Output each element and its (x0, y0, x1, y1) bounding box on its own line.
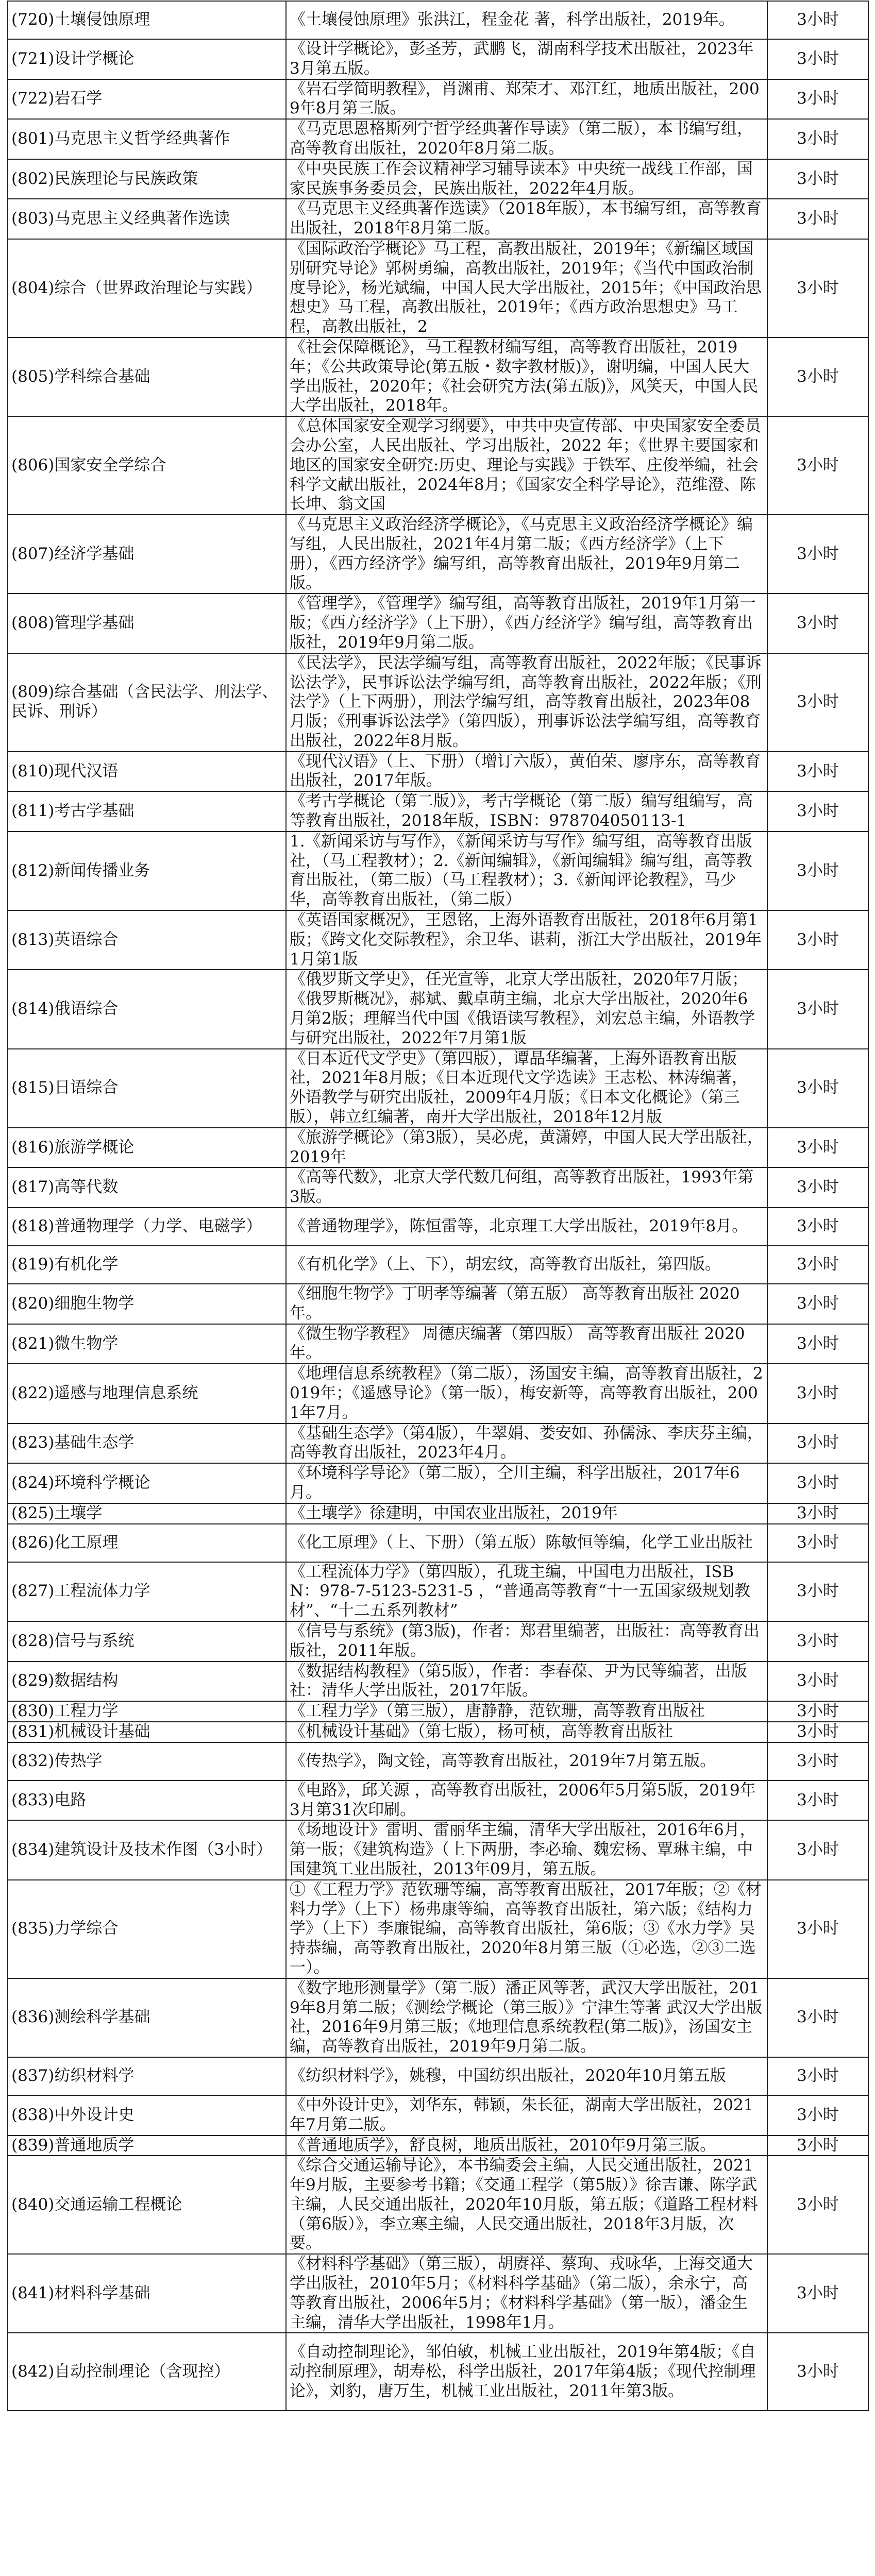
duration-cell: 3小时 (767, 1463, 868, 1503)
duration-cell: 3小时 (767, 1781, 868, 1821)
table-row (8, 1742, 868, 1781)
reference-books-cell: 《综合交通运输导论》，本书编委会主编，人民交通出版社，2021年9月版，主要参考书籍；《交通工程学（第5版）》徐吉谦、陈学武主编，人民交通出版社，2020年10月版，第五版；《道路工程材料（第6版）》，李立寒主编，人民交通出版社，2018年3月版，次要。 (286, 2156, 767, 2254)
table-row (8, 1423, 868, 1464)
reference-books-cell: 《电路》，邱关源 ，高等教育出版社，2006年5月第5版，2019年3月第31次印刷。 (286, 1781, 767, 1821)
subject-cell: (837)纺织材料学 (8, 2057, 286, 2095)
table-row (8, 159, 868, 199)
table-row (8, 1978, 868, 2057)
table-row (8, 1524, 868, 1562)
duration-cell: 3小时 (767, 79, 868, 120)
reference-books-cell: 《马克思恩格斯列宁哲学经典著作导读》（第二版），本书编写组，高等教育出版社，2020年8月第二版。 (286, 119, 767, 159)
subject-cell: (824)环境科学概论 (8, 1463, 286, 1503)
duration-cell: 3小时 (767, 1208, 868, 1246)
table-row (8, 970, 868, 1048)
table-row (8, 1284, 868, 1324)
subject-cell: (840)交通运输工程概论 (8, 2156, 286, 2254)
duration-cell: 3小时 (767, 2136, 868, 2156)
table-row (8, 239, 868, 337)
subject-cell: (805)学科综合基础 (8, 337, 286, 416)
reference-books-cell: 《考古学概论（第二版）》，考古学概论（第二版）编写组编写，高等教育出版社，2018年版，ISBN：978704050113-1 (286, 791, 767, 832)
table-row (8, 2254, 868, 2333)
reference-books-cell: 《纺织材料学》，姚穆，中国纺织出版社，2020年10月第五版 (286, 2057, 767, 2095)
reference-books-cell: 《微生物学教程》 周德庆编著（第四版） 高等教育出版社 2020年。 (286, 1324, 767, 1364)
duration-cell: 3小时 (767, 1742, 868, 1781)
duration-cell: 3小时 (767, 970, 868, 1048)
reference-books-cell: 《信号与系统》(第3版)，作者：郑君里编著，出版社：高等教育出版社，2011年版。 (286, 1621, 767, 1662)
reference-books-cell: 《材料科学基础》（第三版），胡赓祥、蔡珣、戎咏华，上海交通大学出版社，2010年5月；《材料科学基础》（第二版），余永宁，高等教育出版社，2006年5月；《材料科学基础》（第一版），潘金生主编，清华大学出版社，1998年1月。 (286, 2254, 767, 2333)
subject-cell: (720)土壤侵蚀原理 (8, 1, 286, 39)
reference-books-cell: 《社会保障概论》，马工程教材编写组，高等教育出版社，2019年；《公共政策导论(第五版・数字教材版)》，谢明编，中国人民大学出版社，2020年；《社会研究方法(第五版)》，风笑天，中国人民大学出版社，2018年。 (286, 337, 767, 416)
duration-cell: 3小时 (767, 2095, 868, 2136)
subject-cell: (838)中外设计史 (8, 2095, 286, 2136)
duration-cell: 3小时 (767, 239, 868, 337)
duration-cell: 3小时 (767, 832, 868, 910)
table-row (8, 791, 868, 832)
table-row (8, 1503, 868, 1524)
subject-cell: (821)微生物学 (8, 1324, 286, 1364)
reference-books-cell: 《自动控制理论》，邹伯敏，机械工业出版社，2019年第4版；《自动控制原理》，胡寿松，科学出版社，2017年第4版；《现代控制理论》，刘豹，唐万生，机械工业出版社，2011年第3版。 (286, 2333, 767, 2411)
subject-cell: (721)设计学概论 (8, 39, 286, 79)
duration-cell: 3小时 (767, 594, 868, 653)
duration-cell: 3小时 (767, 1, 868, 39)
subject-cell: (834)建筑设计及技术作图（3小时） (8, 1820, 286, 1879)
reference-books-cell: 《有机化学》（上、下），胡宏纹，高等教育出版社，第四版。 (286, 1246, 767, 1284)
reference-books-cell: 《岩石学简明教程》，肖渊甫、郑荣才、邓江红，地质出版社，2009年8月第三版。 (286, 79, 767, 120)
subject-cell: (820)细胞生物学 (8, 1284, 286, 1324)
duration-cell: 3小时 (767, 1722, 868, 1742)
table-row (8, 1781, 868, 1821)
reference-books-cell: 《环境科学导论》（第二版），仝川主编，科学出版社，2017年6月。 (286, 1463, 767, 1503)
reference-books-cell: 《普通地质学》，舒良树，地质出版社，2010年9月第三版。 (286, 2136, 767, 2156)
table-row (8, 2156, 868, 2254)
duration-cell: 3小时 (767, 159, 868, 199)
duration-cell: 3小时 (767, 1820, 868, 1879)
table-row (8, 594, 868, 653)
subject-cell: (826)化工原理 (8, 1524, 286, 1562)
reference-books-cell: 《旅游学概论》（第3版），吴必虎，黄潇婷，中国人民大学出版社，2019年 (286, 1128, 767, 1168)
duration-cell: 3小时 (767, 1324, 868, 1364)
subject-cell: (842)自动控制理论（含现控） (8, 2333, 286, 2411)
duration-cell: 3小时 (767, 119, 868, 159)
table-row (8, 1208, 868, 1246)
reference-books-cell: 《日本近代文学史》（第四版），谭晶华编著，上海外语教育出版社，2021年8月版；《日本近现代文学选读》王志松、林涛编著，外语教学与研究出版社，2009年4月版；《日本文化概论》（第三版），韩立红编著，南开大学出版社，2018年12月版 (286, 1049, 767, 1128)
exam-syllabus-table (7, 1, 869, 2411)
table-row (8, 1463, 868, 1503)
subject-cell: (825)土壤学 (8, 1503, 286, 1524)
duration-cell: 3小时 (767, 2057, 868, 2095)
subject-cell: (832)传热学 (8, 1742, 286, 1781)
table-row (8, 1662, 868, 1702)
table-row (8, 1049, 868, 1128)
subject-cell: (816)旅游学概论 (8, 1128, 286, 1168)
table-row (8, 119, 868, 159)
subject-cell: (827)工程流体力学 (8, 1562, 286, 1621)
duration-cell: 3小时 (767, 2156, 868, 2254)
table-row (8, 1324, 868, 1364)
subject-cell: (722)岩石学 (8, 79, 286, 120)
subject-cell: (806)国家安全学综合 (8, 416, 286, 515)
subject-cell: (831)机械设计基础 (8, 1722, 286, 1742)
table-row (8, 416, 868, 515)
subject-cell: (811)考古学基础 (8, 791, 286, 832)
subject-cell: (836)测绘科学基础 (8, 1978, 286, 2057)
duration-cell: 3小时 (767, 1880, 868, 1978)
reference-books-cell: 《管理学》，《管理学》编写组，高等教育出版社，2019年1月第一版；《西方经济学》（上下册），《西方经济学》编写组，高等教育出版社，2019年9月第二版。 (286, 594, 767, 653)
reference-books-cell: 《英语国家概况》，王恩铭，上海外语教育出版社，2018年6月第1版；《跨文化交际教程》，余卫华、谌莉，浙江大学出版社，2019年1月第1版 (286, 910, 767, 970)
subject-cell: (809)综合基础（含民法学、刑法学、民诉、刑诉） (8, 653, 286, 752)
table-row (8, 2057, 868, 2095)
subject-cell: (818)普通物理学（力学、电磁学） (8, 1208, 286, 1246)
duration-cell: 3小时 (767, 910, 868, 970)
duration-cell: 3小时 (767, 1621, 868, 1662)
duration-cell: 3小时 (767, 1167, 868, 1208)
reference-books-cell: 《总体国家安全观学习纲要》，中共中央宣传部、中央国家安全委员会办公室，人民出版社、学习出版社，2022 年；《世界主要国家和地区的国家安全研究:历史、理论与实践》于铁军、庄俊举编，社会科学文献出版社，2024年8月；《国家安全科学导论》，范维澄、陈长坤、翁文国 (286, 416, 767, 515)
table-row (8, 1167, 868, 1208)
duration-cell: 3小时 (767, 791, 868, 832)
duration-cell: 3小时 (767, 1524, 868, 1562)
subject-cell: (801)马克思主义哲学经典著作 (8, 119, 286, 159)
table-row (8, 1128, 868, 1168)
table-row (8, 515, 868, 594)
table-row (8, 1880, 868, 1978)
subject-cell: (808)管理学基础 (8, 594, 286, 653)
subject-cell: (841)材料科学基础 (8, 2254, 286, 2333)
reference-books-cell: 《机械设计基础》（第七版），杨可桢，高等教育出版社 (286, 1722, 767, 1742)
subject-cell: (839)普通地质学 (8, 2136, 286, 2156)
reference-books-cell: ①《工程力学》范钦珊等编，高等教育出版社，2017年版；②《材料力学》（上下）杨弗康等编，高等教育出版社，第六版；《结构力学》（上下）李廉锟编，高等教育出版社，第6版；③《水力学》吴持恭编，高等教育出版社，2020年8月第三版（①必选，②③二选一）。 (286, 1880, 767, 1978)
table-row (8, 1562, 868, 1621)
table-row (8, 910, 868, 970)
subject-cell: (817)高等代数 (8, 1167, 286, 1208)
subject-cell: (802)民族理论与民族政策 (8, 159, 286, 199)
table-row (8, 79, 868, 120)
duration-cell: 3小时 (767, 2333, 868, 2411)
duration-cell: 3小时 (767, 515, 868, 594)
reference-books-cell: 《化工原理》（上、下册）（第五版）陈敏恒等编，化学工业出版社 (286, 1524, 767, 1562)
reference-books-cell: 《基础生态学》（第4版），牛翠娟、娄安如、孙儒泳、李庆芬主编，高等教育出版社，2023年4月。 (286, 1423, 767, 1464)
duration-cell: 3小时 (767, 1978, 868, 2057)
table-row (8, 752, 868, 792)
subject-cell: (807)经济学基础 (8, 515, 286, 594)
duration-cell: 3小时 (767, 1049, 868, 1128)
reference-books-cell: 《中外设计史》，刘华东，韩颖，朱长征，湖南大学出版社，2021年7月第二版。 (286, 2095, 767, 2136)
table-row (8, 2333, 868, 2411)
reference-books-cell: 《数字地形测量学》（第二版）潘正风等著，武汉大学出版社，2019年8月第二版；《测绘学概论（第三版）》宁津生等著 武汉大学出版社，2016年9月第三版；《地理信息系统教程(第二版)》，汤国安主编，高等教育出版社，2019年9月第二版。 (286, 1978, 767, 2057)
duration-cell: 3小时 (767, 1128, 868, 1168)
table-row (8, 1820, 868, 1879)
reference-books-cell: 《俄罗斯文学史》，任光宣等，北京大学出版社，2020年7月版；《俄罗斯概况》，郝斌、戴卓萌主编，北京大学出版社，2020年6月第2版；理解当代中国《俄语读写教程》，刘宏总主编，外语教学与研究出版社，2022年7月第1版 (286, 970, 767, 1048)
subject-cell: (828)信号与系统 (8, 1621, 286, 1662)
subject-cell: (835)力学综合 (8, 1880, 286, 1978)
subject-cell: (829)数据结构 (8, 1662, 286, 1702)
duration-cell: 3小时 (767, 1423, 868, 1464)
table-row (8, 1722, 868, 1742)
reference-books-cell: 《中央民族工作会议精神学习辅导读本》中央统一战线工作部，国家民族事务委员会，民族出版社，2022年4月版。 (286, 159, 767, 199)
reference-books-cell: 1.《新闻采访与写作》，《新闻采访与写作》编写组，高等教育出版社，（马工程教材）；2.《新闻编辑》，《新闻编辑》编写组，高等教育出版社，（第二版）（马工程教材）；3.《新闻评论教程》，马少华，高等教育出版社，（第二版） (286, 832, 767, 910)
subject-cell: (804)综合（世界政治理论与实践） (8, 239, 286, 337)
reference-books-cell: 《场地设计》雷明、雷丽华主编，清华大学出版社，2016年6月，第一版；《建筑构造》（上下两册，李必瑜、魏宏杨、覃琳主编，中国建筑工业出版社，2013年09月，第五版。 (286, 1820, 767, 1879)
subject-cell: (813)英语综合 (8, 910, 286, 970)
subject-cell: (810)现代汉语 (8, 752, 286, 792)
table-row (8, 337, 868, 416)
table-row (8, 2136, 868, 2156)
table-row (8, 2095, 868, 2136)
reference-books-cell: 《工程流体力学》（第四版），孔珑主编，中国电力出版社，ISBN：978-7-5123-5231-5 ，“普通高等教育“十一五国家级规划教材”、“十二五系列教材” (286, 1562, 767, 1621)
subject-cell: (830)工程力学 (8, 1701, 286, 1722)
reference-books-cell: 《工程力学》（第三版），唐静静，范钦珊，高等教育出版社 (286, 1701, 767, 1722)
table-row (8, 1, 868, 39)
duration-cell: 3小时 (767, 416, 868, 515)
table-row (8, 39, 868, 79)
reference-books-cell: 《地理信息系统教程》（第二版），汤国安主编，高等教育出版社，2019年；《遥感导论》（第一版），梅安新等，高等教育出版社，2001年7月。 (286, 1364, 767, 1423)
subject-cell: (833)电路 (8, 1781, 286, 1821)
duration-cell: 3小时 (767, 1364, 868, 1423)
duration-cell: 3小时 (767, 337, 868, 416)
duration-cell: 3小时 (767, 39, 868, 79)
duration-cell: 3小时 (767, 1701, 868, 1722)
table-row (8, 653, 868, 752)
reference-books-cell: 《土壤侵蚀原理》张洪江，程金花 著，科学出版社，2019年。 (286, 1, 767, 39)
table-row (8, 199, 868, 239)
subject-cell: (814)俄语综合 (8, 970, 286, 1048)
reference-books-cell: 《现代汉语》（上、下册）（增订六版），黄伯荣、廖序东，高等教育出版社，2017年版。 (286, 752, 767, 792)
reference-books-cell: 《土壤学》徐建明，中国农业出版社，2019年 (286, 1503, 767, 1524)
reference-books-cell: 《民法学》，民法学编写组，高等教育出版社，2022年版；《民事诉讼法学》，民事诉讼法学编写组，高等教育出版社，2022年版；《刑法学》（上下两册），刑法学编写组，高等教育出版社，2023年08月版；《刑事诉讼法学》（第四版），刑事诉讼法学编写组，高等教育出版社，2022年8月版。 (286, 653, 767, 752)
duration-cell: 3小时 (767, 1662, 868, 1702)
duration-cell: 3小时 (767, 199, 868, 239)
reference-books-cell: 《传热学》，陶文铨，高等教育出版社，2019年7月第五版。 (286, 1742, 767, 1781)
subject-cell: (822)遥感与地理信息系统 (8, 1364, 286, 1423)
reference-books-cell: 《数据结构教程》（第5版），作者：李春葆、尹为民等编著，出版社：清华大学出版社，2017年版。 (286, 1662, 767, 1702)
reference-books-cell: 《设计学概论》，彭圣芳，武鹏飞，湖南科学技术出版社，2023年3月第五版。 (286, 39, 767, 79)
table-row (8, 1364, 868, 1423)
table-row (8, 1246, 868, 1284)
duration-cell: 3小时 (767, 1562, 868, 1621)
duration-cell: 3小时 (767, 1284, 868, 1324)
reference-books-cell: 《国际政治学概论》马工程，高教出版社，2019年；《新编区域国别研究导论》郭树勇编，高教出版社，2019年；《当代中国政治制度导论》，杨光斌编，中国人民大学出版社，2015年；《中国政治思想史》马工程，高教出版社，2019年；《西方政治思想史》马工程，高教出版社，2 (286, 239, 767, 337)
subject-cell: (823)基础生态学 (8, 1423, 286, 1464)
duration-cell: 3小时 (767, 752, 868, 792)
reference-books-cell: 《细胞生物学》丁明孝等编著（第五版） 高等教育出版社 2020年。 (286, 1284, 767, 1324)
duration-cell: 3小时 (767, 653, 868, 752)
duration-cell: 3小时 (767, 1503, 868, 1524)
reference-books-cell: 《高等代数》，北京大学代数几何组，高等教育出版社，1993年第3版。 (286, 1167, 767, 1208)
duration-cell: 3小时 (767, 1246, 868, 1284)
table-row (8, 1701, 868, 1722)
reference-books-cell: 《马克思主义经典著作选读》（2018年版），本书编写组，高等教育出版社，2018年8月第二版。 (286, 199, 767, 239)
subject-cell: (803)马克思主义经典著作选读 (8, 199, 286, 239)
table-row (8, 832, 868, 910)
subject-cell: (819)有机化学 (8, 1246, 286, 1284)
table-body (8, 1, 868, 2411)
reference-books-cell: 《普通物理学》，陈恒雷等，北京理工大学出版社，2019年8月。 (286, 1208, 767, 1246)
subject-cell: (815)日语综合 (8, 1049, 286, 1128)
reference-books-cell: 《马克思主义政治经济学概论》，《马克思主义政治经济学概论》编写组，人民出版社，2021年4月第二版；《西方经济学》（上下册），《西方经济学》编写组，高等教育出版社，2019年9月第二版。 (286, 515, 767, 594)
subject-cell: (812)新闻传播业务 (8, 832, 286, 910)
table-row (8, 1621, 868, 1662)
duration-cell: 3小时 (767, 2254, 868, 2333)
